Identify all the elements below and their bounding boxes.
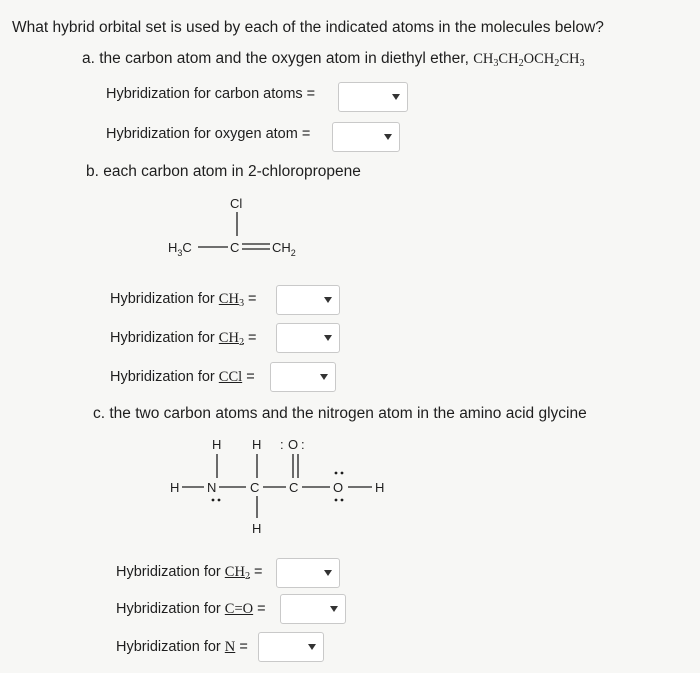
atom-c: C bbox=[250, 480, 260, 495]
ch2-label: Hybridization for $CH_2$ = bbox=[110, 330, 257, 348]
atom-h: H bbox=[375, 480, 385, 495]
atom-cl: Cl bbox=[230, 196, 243, 211]
lone-pair: : bbox=[301, 437, 305, 452]
ch3-dropdown[interactable] bbox=[276, 285, 340, 315]
chevron-down-icon bbox=[320, 374, 328, 380]
oxygen-atom-label: Hybridization for oxygen atom = bbox=[106, 126, 311, 142]
glycine-structure bbox=[160, 430, 420, 540]
glycine-ch2-label: Hybridization for $CH_2$ = bbox=[116, 564, 263, 582]
atom-h: H bbox=[212, 437, 222, 452]
carbon-atoms-dropdown[interactable] bbox=[338, 82, 408, 112]
atom-h: H bbox=[170, 480, 180, 495]
carbonyl-label: Hybridization for C=O = bbox=[116, 601, 266, 617]
lone-pair: : bbox=[280, 437, 284, 452]
chevron-down-icon bbox=[324, 570, 332, 576]
ch3-label: Hybridization for $CH_3$ = bbox=[110, 291, 257, 309]
ccl-dropdown[interactable] bbox=[270, 362, 336, 392]
atom-h: H bbox=[252, 437, 262, 452]
chevron-down-icon bbox=[392, 94, 400, 100]
ch2-dropdown[interactable] bbox=[276, 323, 340, 353]
atom-ch2: $CH_2$ bbox=[272, 240, 296, 258]
chevron-down-icon bbox=[324, 297, 332, 303]
chevron-down-icon bbox=[324, 335, 332, 341]
question-text: What hybrid orbital set is used by each of the indicated atoms in the molecules below? bbox=[12, 19, 604, 36]
ccl-label: Hybridization for CCl = bbox=[110, 369, 255, 385]
carbon-atoms-label: Hybridization for carbon atoms = bbox=[106, 86, 316, 102]
chevron-down-icon bbox=[384, 134, 392, 140]
atom-o: O bbox=[288, 437, 299, 452]
atom-h3c: $H_3C$ bbox=[168, 240, 192, 258]
oxygen-atom-dropdown[interactable] bbox=[332, 122, 400, 152]
atom-n: N bbox=[207, 480, 217, 495]
part-a-description: a. the carbon atom and the oxygen atom in diethyl ether, bbox=[82, 50, 469, 67]
part-a-text bbox=[82, 50, 585, 68]
atom-c: C bbox=[289, 480, 299, 495]
chloropropene-structure bbox=[150, 192, 330, 264]
glycine-ch2-dropdown[interactable] bbox=[276, 558, 340, 588]
diethyl-ether-formula: $CH_3CH_2OCH_2CH_3$ bbox=[473, 51, 585, 69]
atom-c: C bbox=[230, 240, 240, 255]
chevron-down-icon bbox=[308, 644, 316, 650]
part-c-text: c. the two carbon atoms and the nitrogen atom in the amino acid glycine bbox=[93, 405, 587, 422]
carbonyl-dropdown[interactable] bbox=[280, 594, 346, 624]
atom-h: H bbox=[252, 521, 262, 536]
nitrogen-label: Hybridization for N = bbox=[116, 639, 248, 655]
chevron-down-icon bbox=[330, 606, 338, 612]
atom-o: O bbox=[333, 480, 344, 495]
nitrogen-dropdown[interactable] bbox=[258, 632, 324, 662]
part-b-text: b. each carbon atom in 2-chloropropene bbox=[86, 163, 361, 180]
